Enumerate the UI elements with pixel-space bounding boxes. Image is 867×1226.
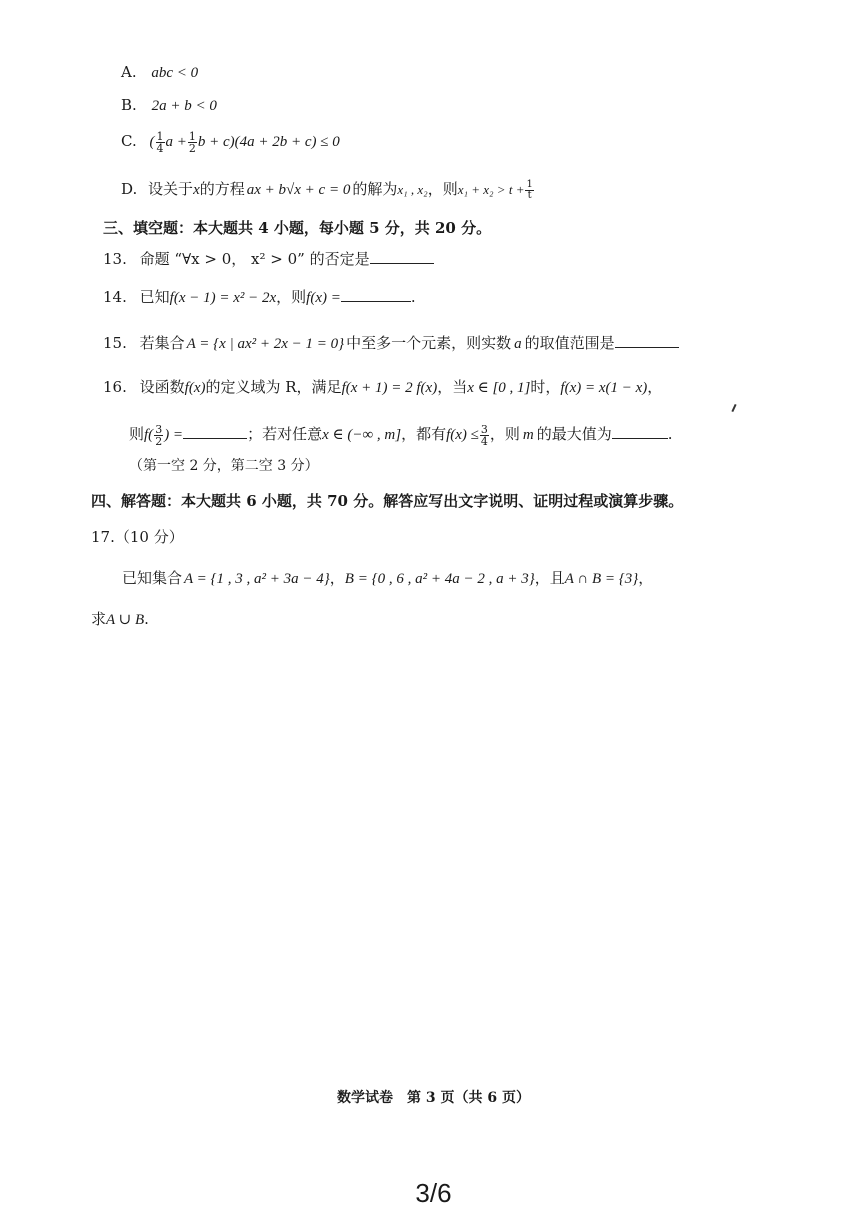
question-15-text-a: 若集合 [139, 334, 185, 352]
question-17-end-2: . [144, 610, 149, 628]
question-16-text-c: ，当 [437, 378, 468, 396]
option-d-equation: ax + b√x + c = 0 [246, 182, 351, 198]
option-d-inequality: x₁ + x₂ > t + [457, 182, 525, 197]
question-15-number: 15. [103, 334, 127, 352]
question-13 [103, 249, 434, 269]
question-13-text: 命题 “∀x > 0， x² > 0” 的否定是 [139, 250, 370, 268]
option-d-text-d: ，则 [427, 180, 458, 198]
frac-numerator: 1 [526, 178, 533, 190]
question-17-number: 17.（10 分） [91, 528, 184, 546]
question-14 [103, 287, 416, 308]
question-13-answer-blank[interactable] [370, 249, 434, 264]
question-14-answer-blank[interactable] [341, 287, 411, 302]
question-16-score-note: （第一空 2 分，第二空 3 分） [129, 458, 319, 474]
question-16-line2-text-d: ，则 [489, 425, 520, 443]
question-16-definition: f(x) = x(1 − x) [560, 380, 648, 396]
option-d-text-a: 设关于 [148, 180, 194, 198]
section-3-heading: 三、填空题：本大题共 4 小题，每小题 5 分，共 20 分。 [103, 219, 492, 237]
option-c-expr-open: ( [149, 134, 155, 150]
question-16-line2-text-c: ，都有 [401, 425, 447, 443]
frac-denominator: 4 [480, 434, 488, 448]
question-14-text-b: ，则 [276, 288, 307, 306]
question-16-line2-text-e: 的最大值为 [536, 425, 612, 443]
option-c-expr-mid: a + [165, 134, 187, 150]
question-14-ask: f(x) = [306, 290, 341, 306]
question-16-var-m: m [522, 427, 534, 443]
option-c-label: C. [121, 132, 137, 150]
question-16-inequality: f(x) ≤ [446, 427, 479, 443]
question-14-text-a: 已知 [139, 288, 170, 306]
frac-denominator: 2 [188, 141, 196, 155]
option-d [121, 176, 535, 203]
option-b-label: B. [121, 96, 137, 114]
option-d-text-c: 的解为 [352, 180, 398, 198]
option-b-expr: 2a + b < 0 [151, 98, 217, 114]
question-16-end-2: . [667, 425, 673, 443]
question-15-var: a [514, 336, 522, 352]
frac-denominator: 4 [156, 141, 164, 155]
question-16-text-a: 设函数 [139, 378, 185, 396]
option-a-expr: abc < 0 [151, 65, 199, 81]
section-4-heading: 四、解答题：本大题共 6 小题，共 70 分。解答应写出文字说明、证明过程或演算步骤。 [91, 492, 684, 510]
question-15 [103, 333, 679, 354]
option-d-var: x [193, 182, 200, 198]
frac-denominator: t [527, 189, 532, 201]
question-16-ask-close: ) = [164, 427, 184, 443]
option-a-label: A. [121, 63, 137, 81]
frac-numerator: 3 [480, 422, 488, 436]
question-16-answer-blank-2[interactable] [612, 424, 668, 439]
question-16-end-1: ， [647, 378, 663, 396]
question-17-sep: ， [329, 569, 345, 587]
option-a [121, 62, 198, 83]
question-17-text-b: ，且 [534, 569, 565, 587]
question-16-frac-2 [480, 424, 489, 447]
question-14-equation: f(x − 1) = x² − 2x [169, 290, 277, 306]
option-c-frac-1 [156, 131, 165, 154]
option-b [121, 95, 217, 116]
option-d-text-b: 的方程 [199, 180, 245, 198]
question-16-ask-open: f( [144, 427, 154, 443]
question-17-line-1 [122, 566, 653, 591]
frac-numerator: 3 [155, 422, 163, 436]
question-17-condition: A ∩ B = {3} [564, 571, 639, 587]
question-15-text-b: 中至多一个元素，则实数 [346, 334, 512, 352]
option-d-roots: x₁ , x₂ [397, 182, 428, 197]
option-c [121, 128, 340, 155]
question-16-line-1 [103, 377, 662, 398]
question-16-text-d: 时， [530, 378, 561, 396]
question-14-number: 14. [103, 288, 127, 306]
option-c-frac-2 [188, 131, 197, 154]
question-16-line2-text-b: ；若对任意 [247, 425, 323, 443]
question-15-text-c: 的取值范围是 [524, 334, 615, 352]
question-14-end: . [410, 288, 416, 306]
question-16-function: f(x) [184, 380, 206, 396]
frac-numerator: 1 [156, 129, 164, 143]
frac-denominator: 2 [155, 434, 163, 448]
question-13-number: 13. [103, 250, 127, 268]
question-16-frac-1 [154, 424, 163, 447]
question-15-answer-blank[interactable] [615, 333, 679, 348]
question-17-ask: A ∪ B [106, 612, 145, 628]
question-16-functional-eq: f(x + 1) = 2 f(x) [341, 380, 438, 396]
question-16-line2-text-a: 则 [129, 425, 145, 443]
question-16-range: x ∈ (−∞ , m] [322, 427, 402, 443]
question-16-number: 16. [103, 378, 127, 396]
question-16-condition: x ∈ [0 , 1] [467, 380, 531, 396]
question-17-text-a: 已知集合 [122, 569, 183, 587]
question-17-line2-text: 求 [91, 610, 107, 628]
question-17-line-2 [91, 609, 149, 630]
question-16-text-b: 的定义域为 R，满足 [205, 378, 342, 396]
page-indicator: 3/6 [415, 1178, 452, 1208]
frac-numerator: 1 [188, 129, 196, 143]
option-c-expr-end: b + c)(4a + 2b + c) ≤ 0 [197, 134, 340, 150]
question-17-set-a: A = {1 , 3 , a² + 3a − 4} [184, 571, 330, 587]
question-16-line-2 [129, 420, 673, 449]
question-17-set-b: B = {0 , 6 , a² + 4a − 2 , a + 3} [344, 571, 535, 587]
question-15-set: A = {x | ax² + 2x − 1 = 0} [186, 336, 345, 352]
question-17-end-1: ， [638, 569, 654, 587]
stray-pen-mark [731, 404, 736, 412]
option-d-frac [525, 180, 533, 201]
option-d-label: D. [121, 180, 138, 198]
page-footer: 数学试卷 第 3 页（共 6 页） [337, 1090, 530, 1106]
question-16-answer-blank-1[interactable] [183, 424, 247, 439]
